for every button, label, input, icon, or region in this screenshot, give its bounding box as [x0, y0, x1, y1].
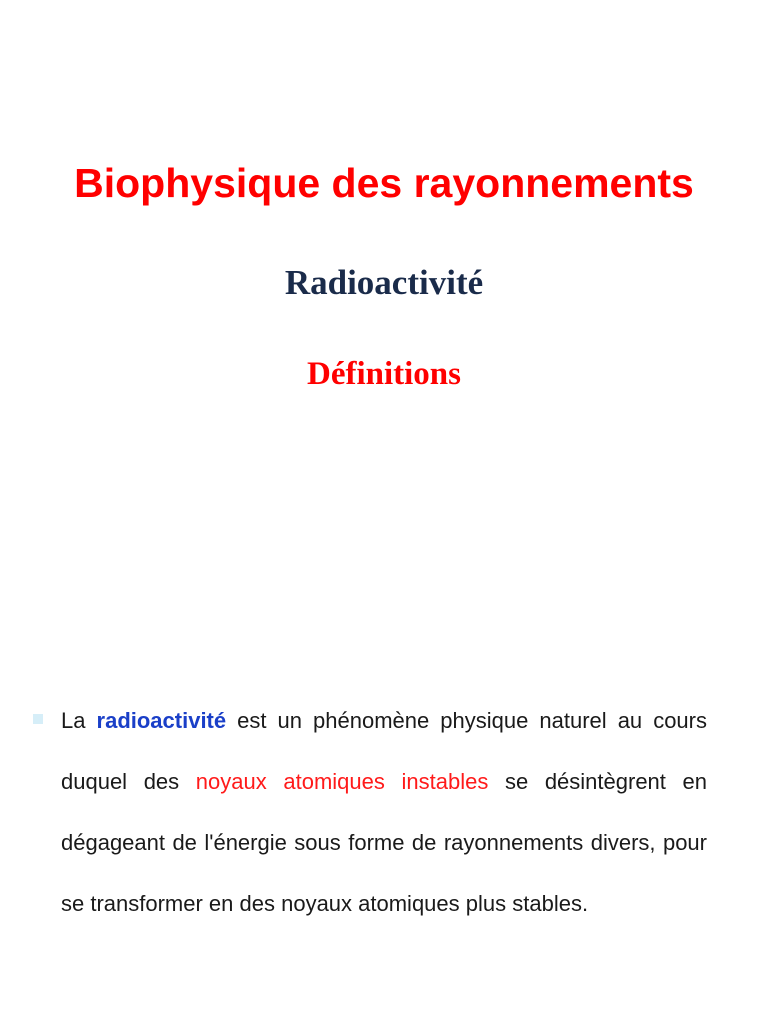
keyword-noyaux-instables: noyaux atomiques instables [195, 769, 489, 794]
square-bullet-icon [33, 714, 43, 724]
paragraph-text-2: est un phénomène physique naturel au cours duquel des [61, 708, 707, 794]
page-title: Biophysique des rayonnements [74, 160, 694, 206]
paragraph-text-3: se désintègrent en dégageant de l'énergie sous forme de rayonnements divers, pour se transformer en des noyaux atomiques plus stables. [61, 769, 707, 916]
keyword-radioactivite: radioactivité [96, 708, 227, 733]
section-heading: Définitions [306, 356, 461, 392]
subtitle: Radioactivité [284, 263, 484, 302]
paragraph-text-1: La [61, 708, 97, 733]
definition-paragraph [61, 690, 707, 934]
